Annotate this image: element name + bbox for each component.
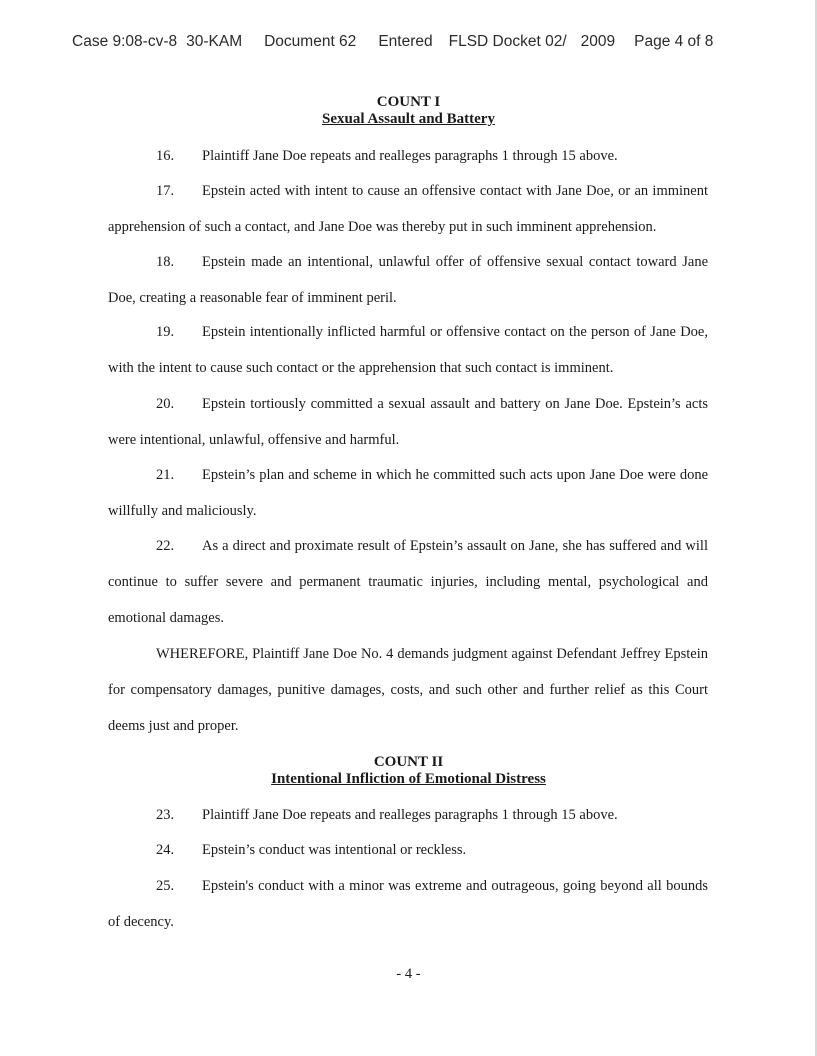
paragraph-number: 17. <box>156 183 175 199</box>
paragraph-number: 18. <box>156 254 175 270</box>
page-of-total: Page 4 of 8 <box>634 33 714 50</box>
paragraph-number: 19. <box>156 324 175 340</box>
paragraph-number: 16. <box>156 148 175 164</box>
paragraph-20 <box>108 386 708 458</box>
paragraph-number: 21. <box>156 467 175 483</box>
case-header <box>72 33 713 51</box>
paragraph-text: Epstein’s conduct was intentional or reckless. <box>202 842 467 858</box>
count-2-heading <box>0 754 817 788</box>
document-number: Document 62 <box>264 33 357 50</box>
page-number: - 4 - <box>396 966 421 982</box>
paragraph-text: As a direct and proximate result of Epstein’s assault on Jane, she has suffered and will continue to suffer severe and permanent traumatic injuries, including mental, psychological and emotional damages. <box>108 538 708 626</box>
count-2-title: COUNT II <box>373 754 444 770</box>
paragraph-24 <box>108 832 708 868</box>
paragraph-23 <box>108 797 708 833</box>
paragraph-text: Epstein made an intentional, unlawful offer of offensive sexual contact toward Jane Doe, creating a reasonable fear of imminent peril. <box>108 254 708 306</box>
paragraph-text: Epstein acted with intent to cause an offensive contact with Jane Doe, or an imminent apprehension of such a contact, and Jane Doe was thereby put in such imminent apprehension. <box>108 183 708 235</box>
paragraph-text: Epstein intentionally inflicted harmful or offensive contact on the person of Jane Doe, with the intent to cause such contact or the apprehension that such contact is imminent. <box>108 324 708 376</box>
case-number-suffix: 30-KAM <box>186 33 243 50</box>
paragraph-number: 20. <box>156 396 175 412</box>
entered-label: Entered <box>378 33 433 50</box>
paragraph-number: 22. <box>156 538 175 554</box>
paragraph-18 <box>108 244 708 316</box>
paragraph-text: Plaintiff Jane Doe repeats and realleges paragraphs 1 through 15 above. <box>202 148 618 164</box>
wherefore-clause: WHEREFORE, Plaintiff Jane Doe No. 4 demands judgment against Defendant Jeffrey Epstein for compensatory damages, punitive damages, costs, and such other and further relief as this Court deems just and proper. <box>108 646 708 734</box>
paragraph-text: Epstein tortiously committed a sexual assault and battery on Jane Doe. Epstein’s acts were intentional, unlawful, offensive and harmful. <box>108 396 708 448</box>
paragraph-19 <box>108 314 708 386</box>
count-1-subtitle: Sexual Assault and Battery <box>322 111 495 127</box>
paragraph-17 <box>108 173 708 245</box>
paragraph-text: Epstein's conduct with a minor was extreme and outrageous, going beyond all bounds of decency. <box>108 878 708 930</box>
paragraph-16 <box>108 138 708 174</box>
paragraph-number: 24. <box>156 842 175 858</box>
paragraph-text: Epstein’s plan and scheme in which he committed such acts upon Jane Doe were done willfully and maliciously. <box>108 467 708 519</box>
paragraph-22 <box>108 528 708 636</box>
count-1-title: COUNT I <box>376 94 441 110</box>
paragraph-number: 25. <box>156 878 175 894</box>
paragraph-number: 23. <box>156 807 175 823</box>
docket-label: FLSD Docket 02/ <box>448 33 567 50</box>
count-2-subtitle: Intentional Infliction of Emotional Distress <box>271 771 546 787</box>
paragraph-25 <box>108 868 708 940</box>
paragraph-text: Plaintiff Jane Doe repeats and realleges paragraphs 1 through 15 above. <box>202 807 618 823</box>
docket-year: 2009 <box>580 33 616 50</box>
count-1-heading <box>0 94 817 128</box>
paragraph-21 <box>108 457 708 529</box>
case-number: Case 9:08-cv-8 <box>72 33 178 50</box>
